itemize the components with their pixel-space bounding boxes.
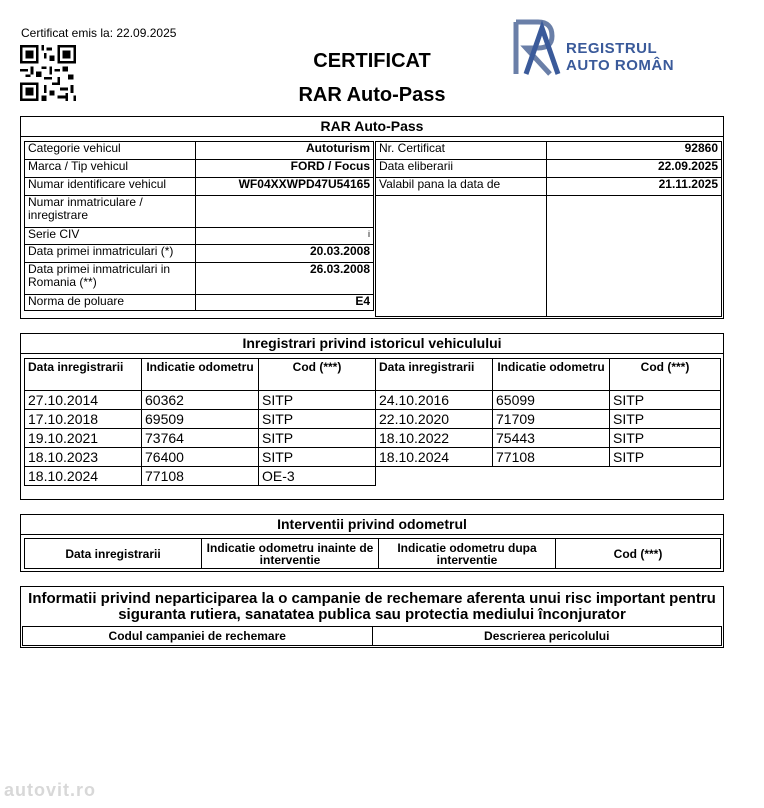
- field-value: 26.03.2008: [196, 263, 374, 295]
- vehicle-info-section: [20, 116, 724, 319]
- empty-cell: [376, 467, 721, 486]
- field-value: [196, 196, 374, 228]
- vehicle-right-table: [375, 141, 722, 317]
- cell: SITP: [259, 429, 376, 448]
- cell: 75443: [493, 429, 610, 448]
- cell: 76400: [142, 448, 259, 467]
- table-row: [25, 448, 721, 467]
- col-header: Cod (***): [610, 359, 721, 391]
- cell: 17.10.2018: [25, 410, 142, 429]
- cell: 18.10.2024: [376, 448, 493, 467]
- cell: SITP: [610, 429, 721, 448]
- table-row: [25, 410, 721, 429]
- cell: 73764: [142, 429, 259, 448]
- vehicle-left-table: [24, 141, 374, 311]
- field-label: Data primei inmatriculari in Romania (**): [25, 263, 196, 295]
- field-value: FORD / Focus: [196, 160, 374, 178]
- field-label: Valabil pana la data de: [376, 178, 547, 196]
- certificate-subtitle: RAR Auto-Pass: [298, 84, 446, 106]
- field-value: 20.03.2008: [196, 245, 374, 263]
- col-header: Indicatie odometru dupa interventie: [379, 539, 556, 569]
- cell: 18.10.2024: [25, 467, 142, 486]
- cell: 27.10.2014: [25, 391, 142, 410]
- col-header: Data inregistrarii: [25, 539, 202, 569]
- field-label: Numar inmatriculare / inregistrare: [25, 196, 196, 228]
- col-header: Indicatie odometru: [142, 359, 259, 391]
- field-label: Numar identificare vehicul: [25, 178, 196, 196]
- col-header: Descrierea pericolului: [372, 627, 722, 646]
- field-label: Nr. Certificat: [376, 142, 547, 160]
- vehicle-section-title: RAR Auto-Pass: [21, 117, 723, 137]
- table-row: [25, 467, 721, 486]
- table-row: [25, 429, 721, 448]
- field-value: Autoturism: [196, 142, 374, 160]
- cell: 77108: [142, 467, 259, 486]
- col-header: Indicatie odometru: [493, 359, 610, 391]
- field-label: Marca / Tip vehicul: [25, 160, 196, 178]
- empty-cell: [376, 196, 547, 317]
- interventions-section: [20, 514, 724, 572]
- history-section-title: Inregistrari privind istoricul vehiculului: [21, 334, 723, 354]
- field-label: Data eliberarii: [376, 160, 547, 178]
- cell: SITP: [610, 391, 721, 410]
- cell: 60362: [142, 391, 259, 410]
- watermark: autovit.ro: [4, 780, 97, 800]
- issue-date: Certificat emis la: 22.09.2025: [21, 26, 177, 40]
- recall-table: [22, 626, 722, 646]
- logo-line-2: AUTO ROMÂN: [566, 57, 675, 74]
- cell: 19.10.2021: [25, 429, 142, 448]
- history-section: [20, 333, 724, 500]
- empty-cell: [547, 196, 722, 317]
- field-label: Serie CIV: [25, 228, 196, 245]
- cell: SITP: [259, 448, 376, 467]
- field-label: Categorie vehicul: [25, 142, 196, 160]
- cell: 18.10.2022: [376, 429, 493, 448]
- col-header: Cod (***): [259, 359, 376, 391]
- history-table: [24, 358, 721, 486]
- cell: 77108: [493, 448, 610, 467]
- logo-text: [566, 40, 674, 74]
- col-header: Indicatie odometru inainte de interventie: [202, 539, 379, 569]
- field-value: E4: [196, 295, 374, 311]
- field-value: WF04XXWPD47U54165: [196, 178, 374, 196]
- field-label: Norma de poluare: [25, 295, 196, 311]
- recall-title: Informatii privind neparticiparea la o campanie de rechemare aferenta unui risc important pentru siguranta rutiera, sanatatea publica sau protectia mediului înconjurator: [28, 590, 716, 623]
- field-value: 21.11.2025: [547, 178, 722, 196]
- field-value: 92860: [547, 142, 722, 160]
- cell: SITP: [259, 410, 376, 429]
- cell: 71709: [493, 410, 610, 429]
- cell: OE-3: [259, 467, 376, 486]
- cell: 65099: [493, 391, 610, 410]
- col-header: Data inregistrarii: [376, 359, 493, 391]
- field-value: 22.09.2025: [547, 160, 722, 178]
- cell: 24.10.2016: [376, 391, 493, 410]
- col-header: Cod (***): [556, 539, 721, 569]
- table-row: [25, 391, 721, 410]
- cell: 22.10.2020: [376, 410, 493, 429]
- cell: 69509: [142, 410, 259, 429]
- col-header: Codul campaniei de rechemare: [23, 627, 373, 646]
- certificate-title: CERTIFICAT: [313, 50, 431, 72]
- cell: 18.10.2023: [25, 448, 142, 467]
- interventions-section-title: Interventii privind odometrul: [21, 515, 723, 535]
- field-label: Data primei inmatriculari (*): [25, 245, 196, 263]
- field-value: i: [196, 228, 374, 245]
- col-header: Data inregistrarii: [25, 359, 142, 391]
- cell: SITP: [610, 448, 721, 467]
- interventions-table: [24, 538, 721, 569]
- logo-line-1: REGISTRUL: [566, 40, 658, 57]
- recall-section: [20, 586, 724, 648]
- cell: SITP: [259, 391, 376, 410]
- cell: SITP: [610, 410, 721, 429]
